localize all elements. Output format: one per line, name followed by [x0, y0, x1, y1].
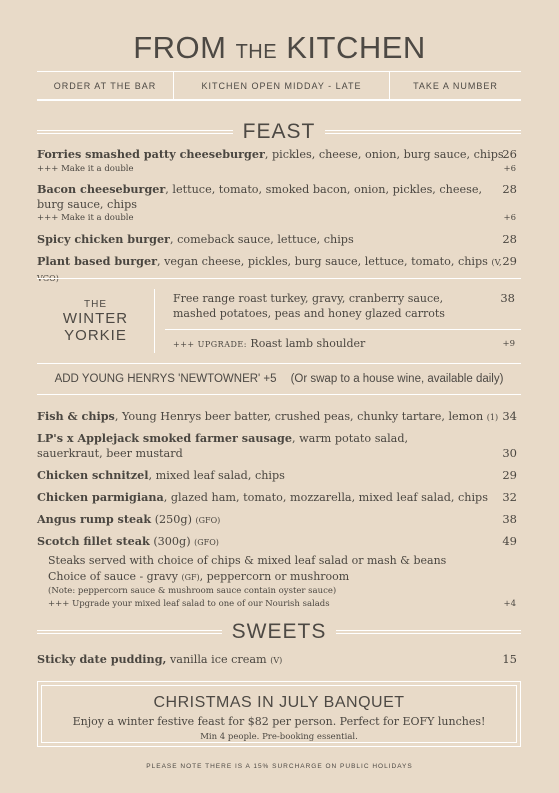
item-price: 49 — [502, 534, 517, 548]
yorkie-desc-2: mashed potatoes, peas and honey glazed carrots — [173, 307, 445, 320]
item-desc: (250g) — [151, 513, 196, 526]
item-desc: , comeback sauce, lettuce, chips — [169, 233, 354, 246]
upgrade-price: +6 — [503, 164, 516, 174]
item-name: Chicken schnitzel — [37, 468, 149, 482]
item-price: 15 — [502, 652, 517, 666]
dietary-tag: (GF) — [181, 573, 200, 582]
winter-yorkie-box — [37, 278, 521, 364]
item-desc: , mixed leaf salad, chips — [148, 469, 285, 482]
title-kitchen: KITCHEN — [286, 30, 426, 65]
menu-item — [37, 232, 517, 247]
title-from: FROM — [133, 30, 227, 65]
menu-item — [37, 182, 517, 212]
banquet-min: Min 4 people. Pre-booking essential. — [200, 732, 358, 742]
item-name: Chicken parmigiana — [37, 490, 164, 504]
sauce-text-cont: , peppercorn or mushroom — [199, 570, 350, 583]
item-price: 29 — [502, 254, 517, 268]
steak-note-3: (Note: peppercorn sauce & mushroom sauce contain oyster sauce) — [48, 586, 337, 596]
item-desc: , glazed ham, tomato, mozzarella, mixed leaf salad, chips — [163, 491, 488, 504]
item-price: 29 — [502, 468, 517, 482]
divider — [325, 130, 521, 134]
menu-item — [37, 490, 517, 505]
item-name: Fish & chips — [37, 409, 115, 423]
item-price: 28 — [502, 232, 517, 246]
item-price: 38 — [502, 512, 517, 526]
item-desc: , vegan cheese, pickles, burg sauce, lettuce, tomato, chips — [157, 255, 492, 268]
menu-item — [37, 431, 517, 461]
menu-item — [37, 534, 517, 550]
yorkie-upgrade-price: +9 — [502, 339, 515, 349]
yorkie-desc — [173, 291, 473, 321]
divider — [37, 130, 233, 134]
item-price: 28 — [502, 182, 517, 196]
upgrade-price: +6 — [503, 213, 516, 223]
item-name: Sticky date pudding, — [37, 652, 167, 666]
item-desc-cont: sauerkraut, beer mustard — [37, 447, 183, 460]
item-name: Bacon cheeseburger — [37, 182, 166, 196]
divider — [154, 289, 155, 353]
item-desc-cont: burg sauce, chips — [37, 198, 137, 211]
yorkie-upgrade — [173, 337, 365, 350]
yorkie-desc-1: Free range roast turkey, gravy, cranberry sauce, — [173, 292, 444, 305]
addon-right: (Or swap to a house wine, available daily) — [290, 373, 504, 385]
yorkie-yorkie: YORKIE — [64, 326, 127, 344]
sweets-heading — [37, 620, 521, 644]
divider — [37, 630, 222, 634]
winter-yorkie-label — [37, 279, 154, 363]
item-price: 32 — [502, 490, 517, 504]
dietary-tag: (V, VGO) — [37, 258, 502, 283]
item-name: Spicy chicken burger — [37, 232, 170, 246]
divider — [336, 630, 521, 634]
upgrade-price: +4 — [503, 599, 516, 609]
info-bar — [37, 71, 521, 100]
info-order-at-bar: ORDER AT THE BAR — [53, 80, 157, 91]
item-desc: (300g) — [149, 535, 195, 548]
banquet-desc: Enjoy a winter festive feast for $82 per person. Perfect for EOFY lunches! — [72, 715, 486, 728]
steak-note-4 — [48, 598, 518, 610]
menu-item — [37, 409, 517, 425]
menu-item — [37, 652, 517, 668]
menu-item — [37, 468, 517, 483]
menu-item — [37, 147, 517, 162]
yorkie-the: THE — [84, 298, 107, 310]
yorkie-price: 38 — [500, 291, 515, 305]
sweets-heading-text: SWEETS — [231, 620, 327, 643]
yorkie-winter: WINTER — [62, 309, 129, 327]
item-upgrade — [37, 163, 516, 175]
item-desc: , Young Henrys beer batter, crushed peas, chunky tartare, lemon — [114, 410, 487, 423]
item-name: Plant based burger — [37, 254, 157, 268]
item-desc: , warm potato salad, — [291, 432, 409, 445]
upgrade-text: Roast lamb shoulder — [246, 337, 366, 350]
item-desc: , pickles, cheese, onion, burg sauce, chips — [264, 148, 504, 161]
upgrade-label: +++ UPGRADE: — [173, 340, 247, 349]
item-price: 30 — [502, 446, 517, 460]
banquet-title: CHRISTMAS IN JULY BANQUET — [153, 694, 405, 711]
addon-banner — [37, 364, 521, 395]
info-take-number: TAKE A NUMBER — [389, 72, 521, 99]
banquet-inner — [41, 685, 517, 743]
item-desc: , lettuce, tomato, smoked bacon, onion, pickles, cheese, — [165, 183, 483, 196]
banquet-box — [37, 681, 521, 747]
info-kitchen-hours: KITCHEN OPEN MIDDAY - LATE — [173, 72, 389, 99]
dietary-tag: (V) — [270, 656, 283, 665]
feast-heading-text: FEAST — [242, 120, 316, 143]
sauce-text: Choice of sauce - gravy — [48, 570, 182, 583]
item-price: 34 — [502, 409, 517, 423]
upgrade-text: +++ Make it a double — [37, 213, 134, 223]
item-price: 26 — [502, 147, 517, 161]
divider — [37, 100, 521, 101]
divider — [165, 329, 521, 330]
item-upgrade — [37, 212, 516, 224]
addon-left: ADD YOUNG HENRYS 'NEWTOWNER' +5 — [54, 373, 277, 385]
item-name: Forries smashed patty cheeseburger — [37, 147, 265, 161]
item-name: Angus rump steak — [37, 512, 152, 526]
item-name: Scotch fillet steak — [37, 534, 150, 548]
feast-heading — [37, 120, 521, 144]
surcharge-note: PLEASE NOTE THERE IS A 15% SURCHARGE ON PUBLIC HOLIDAYS — [146, 763, 413, 770]
upgrade-text: +++ Upgrade your mixed leaf salad to one of our Nourish salads — [48, 599, 330, 609]
menu-item — [37, 512, 517, 528]
dietary-tag: (1) — [486, 413, 499, 422]
steak-note-2 — [48, 569, 518, 585]
item-name: LP's x Applejack smoked farmer sausage — [37, 431, 292, 445]
dietary-tag: (GFO) — [195, 516, 221, 525]
steak-note-1: Steaks served with choice of chips & mixed leaf salad or mash & beans — [48, 554, 447, 567]
item-desc: vanilla ice cream — [166, 653, 271, 666]
menu-title — [0, 30, 559, 66]
title-the: THE — [235, 41, 278, 63]
dietary-tag: (GFO) — [194, 538, 219, 547]
upgrade-text: +++ Make it a double — [37, 164, 134, 174]
